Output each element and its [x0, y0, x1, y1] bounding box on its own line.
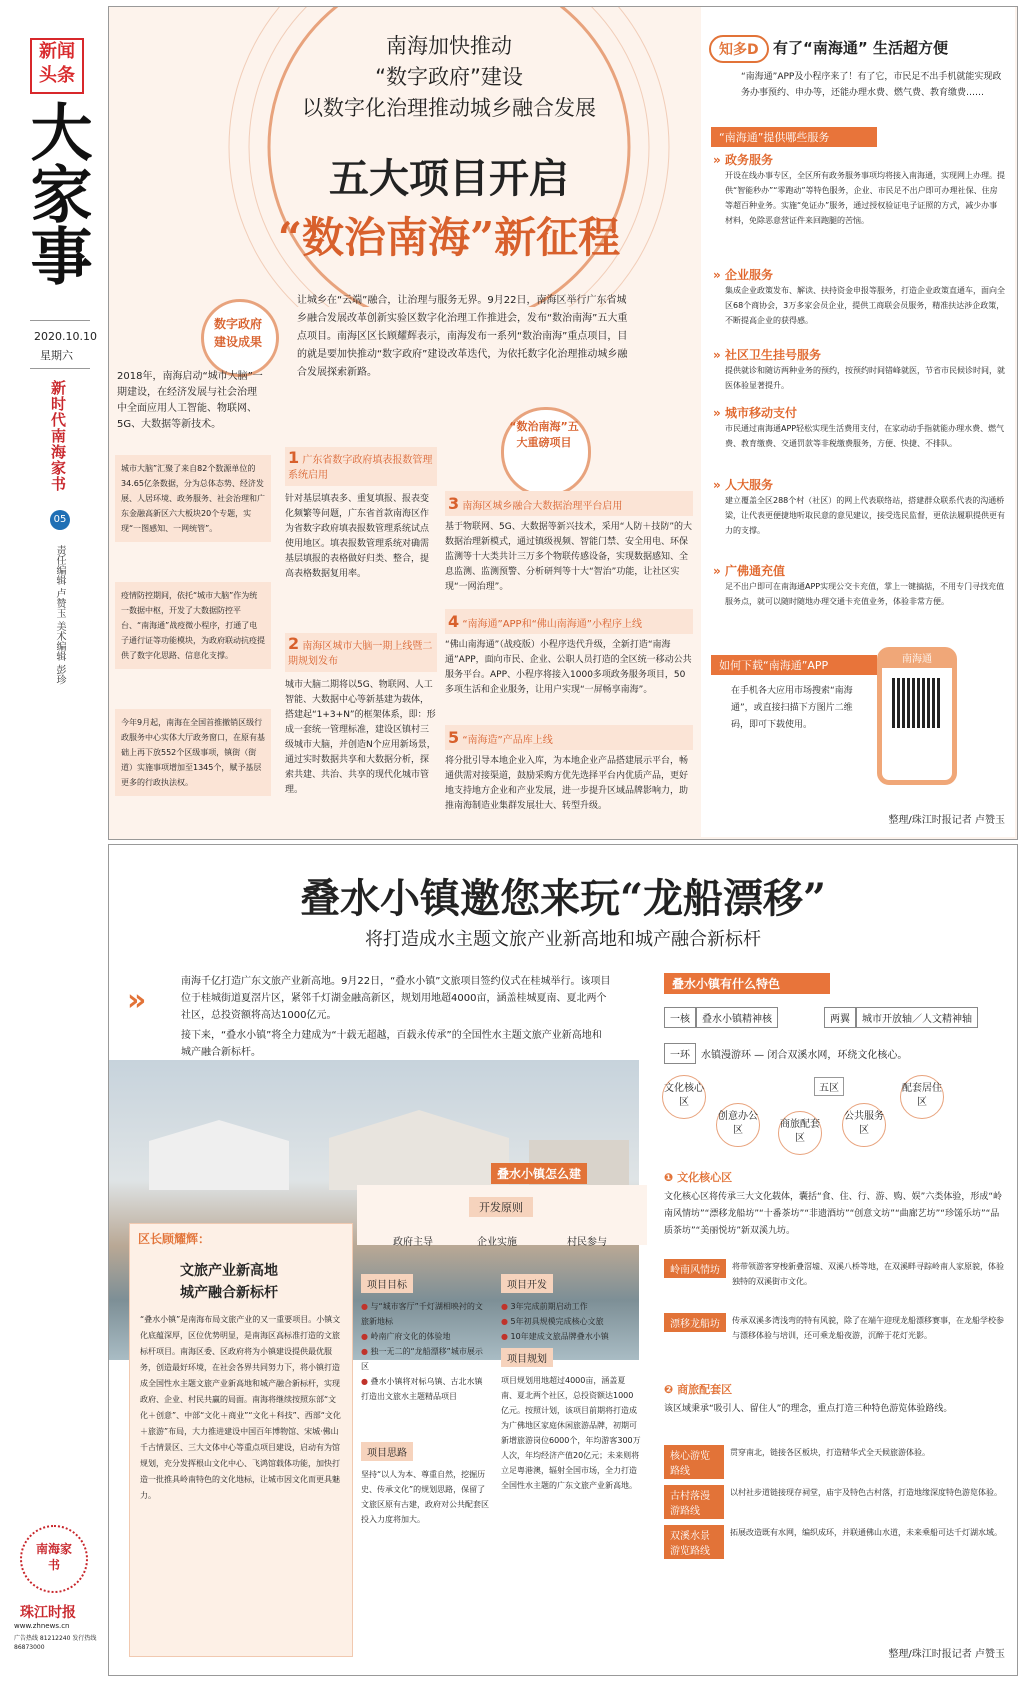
service-name: 人大服务 [724, 478, 773, 492]
seal-text: 南海家书 [35, 1542, 72, 1572]
culture-item [664, 1313, 1004, 1343]
dev-text: 10年建成文旅品牌叠水小镇 [510, 1332, 609, 1341]
route-body: 贯穿南北，链接各区板块，打造精华式全天候旅游体验。 [730, 1448, 930, 1457]
bullet-icon: ● [501, 1317, 508, 1326]
culture-item-tag: 岭南风情坊 [664, 1259, 726, 1278]
arrow-icon: » [127, 983, 147, 1018]
build-tag: 叠水小镇怎么建 [491, 1163, 587, 1184]
issue-date: 2020.10.10 [34, 330, 97, 343]
service-item [713, 266, 1005, 346]
service-name: 广佛通充值 [724, 564, 785, 578]
dev-text: 5年初具规模完成核心文旅 [510, 1317, 604, 1326]
ring-row [664, 1043, 912, 1064]
service-body: 足不出户即可在南海通APP实现公交卡充值，掌上一键搞掂，不用专门寻找充值服务点，就可以随时随地办理交通卡充值业务，体验非常方便。 [725, 582, 1005, 606]
dev-item [501, 1329, 641, 1344]
project-3 [445, 491, 693, 595]
route-tag: 双溪水景游览路线 [664, 1525, 724, 1559]
project-5-title: “南海造”产品库上线 [462, 735, 553, 746]
headline-kicker [279, 31, 619, 124]
goal-item [361, 1374, 489, 1404]
top-section [108, 6, 1018, 840]
chief-title-1: 文旅产业新高地 [180, 1263, 278, 1279]
project-4-body: “佛山南海通”（战疫版）小程序迭代升级，全新打造“南海通”APP，面向市民、企业、公职人员打造的全区统一移动公共服务平台。APP、小程序将接入1000多项政务服务项目，50多项生活和企业服务，让用户实现“一屏畅享南海”。 [445, 640, 692, 695]
culture-item-body: 将带领游客穿梭新叠滘墟、双溪八桥等地，在双溪畔寻踪岭南人家原貌，体验独特的双溪街市文化。 [732, 1262, 1004, 1286]
project-4 [445, 609, 693, 698]
left-box-2: 疫情防控期间，依托“城市大脑”作为统一数据中枢，开发了大数据防控平台、“南海通”战疫微小程序，打通了电子通行证等功能模块，为政府联动抗疫提供了数字化思路、信息化支撑。 [115, 582, 271, 669]
axis-1-tag: 一核 [664, 1007, 696, 1028]
phone-mockup [877, 647, 957, 785]
top-byline: 整理/珠江时报记者 卢赞玉 [888, 815, 1005, 826]
service-item [713, 151, 1005, 266]
bottom-intro-1: 南海千亿打造广东文旅产业新高地。9月22日，“叠水小镇”文旅项目签约仪式在桂城举行。该项目位于桂城街道夏滘片区，紧邻千灯湖金融高新区，规划用地超4000亩，涵盖桂城夏南、夏北两个社区，总投资额将高达1000亿元。 [181, 976, 611, 1021]
route-body: 拓展改造既有水网，编织成环，并联通佛山水道，未来乘船可达千灯湖水域。 [730, 1528, 1002, 1537]
project-5-body: 将分批引导本地企业入库，为本地企业产品搭建展示平台，畅通供需对接渠道，鼓励采购方优先选择平台内优质产品，更好地支持地方企业和产业发展，进一步提升区域品牌影响力，助推南海制造业集群发展壮大、转型升级。 [445, 756, 689, 811]
project-1-no: 1 [288, 448, 300, 467]
service-name: 企业服务 [724, 268, 773, 282]
culture-title-text: 文化核心区 [677, 1171, 733, 1184]
zone-4: 公共服务区 [842, 1103, 886, 1147]
culture-title [664, 1169, 732, 1185]
project-5-no: 5 [448, 728, 460, 747]
kicker-line-2: “数字政府”建设 [375, 65, 523, 89]
principle-tag: 开发原则 [469, 1197, 533, 1217]
project-3-title: 南海区城乡融合大数据治理平台启用 [462, 501, 623, 512]
project-4-no: 4 [448, 612, 460, 631]
features [654, 963, 1009, 1663]
culture-item-body: 传承双溪多湾浅弯的特有风貌，除了在端午迎现龙船漂移赛事，在龙船学校参与漂移体验与培训，还可乘龙船夜游，沉醉于花灯光影。 [732, 1316, 1004, 1340]
axis-1 [664, 1007, 778, 1028]
principle-1: 政府主导 [393, 1237, 433, 1248]
zone-1: 文化核心区 [662, 1075, 706, 1119]
plan-body: 项目规划用地超过4000亩，涵盖夏南、夏北两个社区，总投资额达1000亿元。按照计划，该项目前期将打造成为广佛地区家庭休闲旅游品牌，初期可新增旅游岗位6000个，年均游客300万人次，年均经济产值20亿元；未来则将立足粤港澳，辐射全国市场，全力打造全国性水主题的广东文旅产业新高地。 [501, 1376, 641, 1490]
masthead [22, 0, 100, 1681]
main-title-line2: “数治南海”新征程 [277, 213, 621, 262]
ring-text: 水镇漫游环 — 闭合双溪水网，环绕文化核心。 [701, 1050, 908, 1061]
service-body: 提供就诊和随访两种业务的预约，按预约时间错峰就医，节省市民候诊时间，就医体验显著提升。 [725, 366, 1005, 390]
download-text: 在手机各大应用市场搜索“南海通”，或直接扫描下方图片二维码，即可下载使用。 [731, 686, 853, 730]
bottom-subtitle: 将打造成水主题文旅产业新高地和城产融合新标杆 [365, 929, 761, 950]
page-number: 05 [50, 510, 70, 530]
kicker-line-1: 南海加快推动 [386, 34, 512, 58]
commerce-body: 该区域秉承“吸引人、留住人”的理念，重点打造三种特色游览体验路线。 [664, 1404, 953, 1414]
principle-2: 企业实施 [477, 1237, 517, 1248]
bullet-icon: ● [361, 1347, 368, 1356]
bullet-icon: ● [501, 1302, 508, 1311]
plan [501, 1347, 641, 1493]
service-body: 集成企业政策发布、解读、扶持资金申报等服务，打造企业政策直通车，面向全区68个商协会，3万多家会员企业，提供工商联会员服务，精准扶达涉企政策，不断提高企业的获得感。 [725, 286, 1005, 325]
development [501, 1273, 641, 1344]
plan-label: 项目规划 [501, 1348, 553, 1367]
goal-text: 与“城市客厅”千灯湖相映衬的文旅新地标 [361, 1302, 483, 1326]
project-2-no: 2 [288, 634, 300, 653]
download-bar: 如何下载“南海通”APP [711, 655, 877, 675]
service-name: 政务服务 [724, 153, 773, 167]
route-tag: 古村落漫游路线 [664, 1485, 724, 1519]
route-item [664, 1525, 1004, 1559]
project-1-title: 广东省数字政府填表报数管理系统启用 [288, 455, 433, 481]
zones-label: 五区 [814, 1077, 844, 1096]
goals [361, 1273, 489, 1404]
goal-item [361, 1344, 489, 1374]
chevron-icon: » [713, 348, 721, 362]
zone-5: 配套居住区 [900, 1075, 944, 1119]
chief-label: 区长顾耀辉： [138, 1232, 211, 1246]
chief-box [129, 1223, 353, 1657]
project-5 [445, 725, 693, 814]
project-3-body: 基于物联网、5G、大数据等新兴技术，采用“人防＋技防”的大数据治理新模式，通过镇级视频、智能门禁、安全用电、环保监测等十大类共计三万多个物联传感设备，实现数据感知、全息监测、监测预警、分析研判等十大“智治”功能，让社区实现“一网治理”。 [445, 522, 693, 592]
kicker-line-3: 以数字化治理推动城乡融合发展 [302, 96, 596, 120]
chevron-icon: » [713, 406, 721, 420]
right-column [701, 7, 1015, 837]
right-title: 有了“南海通” 生活超方便 [773, 39, 948, 57]
number-1-icon: ❶ [664, 1171, 674, 1184]
badge-five-projects-label: “数治南海”五大重磅项目 [509, 420, 579, 449]
project-1 [285, 447, 437, 582]
dev-item [501, 1314, 641, 1329]
main-title-line1: 五大项目开启 [329, 155, 569, 202]
culture-item [664, 1259, 1004, 1289]
dev-text: 3年完成前期启动工作 [510, 1302, 588, 1311]
issue-weekday: 星期六 [40, 349, 73, 362]
seal-logo [20, 1525, 88, 1593]
culture-body: 文化核心区将传承三大文化载体，囊括“食、住、行、游、购、娱”六类体验，形成“岭南风情坊”“漂移龙船坊”“十番茶坊”“非遗酒坊”“创意文坊”“曲廊艺坊”“珍馐乐坊”“品质茶坊”“美丽悦坊”新双溪九坊。 [664, 1192, 1002, 1236]
goal-item [361, 1299, 489, 1329]
axis-2-text: 城市开放轴／人文精神轴 [856, 1007, 978, 1028]
project-2-title: 南海区城市大脑一期上线暨二期规划发布 [288, 641, 433, 667]
credits: 责任编辑 卢赞玉 美术编辑 彭珍 [54, 545, 65, 685]
culture-item-tag: 漂移龙船坊 [664, 1313, 726, 1332]
chevron-icon: » [713, 478, 721, 492]
chevron-icon: » [713, 564, 721, 578]
thoughts-body: 坚持“以人为本、尊重自然，挖掘历史、传承文化”的规划思路，保留了文旅区原有古建，政府对公共配套区投入力度将加大。 [361, 1470, 489, 1524]
dev-label: 项目开发 [501, 1274, 553, 1293]
services-bar: “南海通”提供哪些服务 [711, 127, 877, 147]
paper-url: www.zhnews.cn [14, 1622, 70, 1630]
goal-text: 独一无二的“龙船漂移”城市展示区 [361, 1347, 483, 1371]
service-item [713, 404, 1005, 476]
bottom-byline: 整理/珠江时报记者 卢赞玉 [888, 1649, 1005, 1660]
footer-small: 广告热线 81212240 发行热线 86873000 [14, 1635, 97, 1651]
bottom-section [108, 844, 1018, 1676]
features-bar: 叠水小镇有什么特色 [664, 973, 830, 994]
zhiduo-tag: 知多D [709, 35, 769, 63]
service-list [713, 151, 1005, 634]
zone-3: 商旅配套区 [778, 1111, 822, 1155]
project-3-no: 3 [448, 494, 460, 513]
axis-2 [824, 1007, 978, 1028]
chief-title-2: 城产融合新标杆 [180, 1285, 278, 1301]
paper-name: 珠江时报 [20, 1605, 76, 1621]
principle-3: 村民参与 [567, 1237, 607, 1248]
goal-text: 岭南广府文化的体验地 [370, 1332, 451, 1341]
number-2-icon: ❷ [664, 1383, 674, 1396]
bottom-title: 叠水小镇邀您来玩“龙船漂移” [299, 875, 826, 922]
service-body: 市民通过南海通APP轻松实现生活费用支付，在家动动手指就能办理水费、燃气费、教育缴费、交通罚款等非税缴费服务，方便、快捷、不排队。 [725, 424, 1005, 448]
chief-body: “叠水小镇”是南海布局文旅产业的又一重要项目。小镇文化底蕴深厚，区位优势明显，是南海区高标准打造的文旅标杆项目。南海区委、区政府将为小镇建设提供最优服务，创造最好环境，在社会各界共同努力下，将小镇打造成全国性水主题文旅产业新高地和城产融合新标杆，实现政府、企业、村民共赢的局面。南海将继续按照东部“文化＋创意”、中部“文化＋商业”“文化＋科技”、西部“文化＋旅游”布局，大力推进建设中国百年博物馆、宋城·佛山千古情景区、三大文体中心等重点项目建设，启动有为馆规划，充分发挥根山文化中心、飞鸿馆载体功能，加快打造一批推具岭南特色的文化地标，让城市因文化而更具魅力。 [140, 1315, 341, 1500]
axis-1-text: 叠水小镇精神核 [696, 1007, 778, 1028]
logo-badge [30, 38, 84, 94]
left-intro: 2018年，南海启动“城市大脑”一期建设，在经济发展与社会治理中全面应用人工智能、物联网、5G、大数据等新技术。 [117, 371, 263, 430]
goal-text: 叠水小镇将对标乌镇、古北水镇打造出文旅水主题精品项目 [361, 1377, 483, 1401]
dev-item [501, 1299, 641, 1314]
bullet-icon: ● [361, 1332, 368, 1341]
goal-item [361, 1329, 489, 1344]
project-1-body: 针对基层填表多、重复填报、报表变化频繁等问题，广东省首款南海区作为省数字政府填表报数管理系统试点使用地区。填表报数管理系统对确需基层填报的表格做好归类、整合，提高表格数据复用率。 [285, 494, 430, 579]
chevron-icon: » [713, 268, 721, 282]
route-item [664, 1485, 1004, 1519]
ring-tag: 一环 [664, 1043, 696, 1064]
route-body: 以村社步道链接现存祠堂，庙宇及特色古村落，打造地缘深度特色游览体验。 [730, 1488, 1002, 1497]
left-box-1: 城市大脑”汇聚了来自82个数源单位的34.65亿条数据，分为总体态势、经济发展、人居环境、政务服务、社会治理和广东金融高新区六大板块20个专题，实现“一图感知、一网统管”。 [115, 455, 271, 542]
left-box-3: 今年9月起，南海在全国首推撤销区级行政服务中心实体大厅政务窗口，在原有基础上再下放552个区级事项，镇街（街道）实施事项增加至1345个，赋予基层更多的行政执法权。 [115, 709, 271, 796]
service-item [713, 346, 1005, 404]
top-intro: 让城乡在“云端”融合，让治理与服务无界。9月22日，南海区举行广东省城乡融合发展改革创新实验区数字化治理工作推进会，发布“数治南海”五大重点项目。南海区区长顾耀辉表示，南海发布一系列“数治南海”重点项目，目的就是要加快推动“数字政府”建设改革迭代，为依托数字化治理推动城乡融合发展探索新路。 [297, 295, 628, 378]
bottom-intro-2: 接下来，“叠水小镇”将全力建成为“十载无超越，百载永传承”的全国性水主题文旅产业新高地和城产融合新标杆。 [181, 1030, 602, 1058]
project-4-title: “南海通”APP和“佛山南海通”小程序上线 [462, 619, 642, 630]
thoughts-label: 项目思路 [361, 1442, 413, 1461]
phone-label: 南海通 [882, 652, 952, 668]
thoughts [361, 1441, 489, 1527]
service-body: 开设在线办事专区，全区所有政务服务事项均将接入南海通，实现网上办理。提供“智能秒办”“零跑动”等特色服务，企业、市民足不出户即可办理社保、住房等超百种业务。实施“免证办”服务，通过授权验证电子证照的方式，减少办事材料，免除恶意营证件来回跑腿的苦恼。 [725, 171, 1005, 225]
right-intro: “南海通”APP及小程序来了！有了它，市民足不出手机就能实现政务办事预约、申办等，还能办理水费、燃气费、教育缴费…… [741, 72, 1002, 98]
bullet-icon: ● [501, 1332, 508, 1341]
axis-2-tag: 两翼 [824, 1007, 856, 1028]
service-item [713, 562, 1005, 634]
route-item [664, 1445, 1004, 1479]
logo-bottom: 头条 [39, 65, 75, 86]
service-name: 社区卫生挂号服务 [724, 348, 821, 362]
service-item [713, 476, 1005, 562]
zone-2: 创意办公区 [716, 1103, 760, 1147]
badge-digital-achievements-label: 数字政府建设成果 [213, 317, 262, 349]
service-body: 建立覆盖全区288个村（社区）的网上代表联络站，搭建群众联系代表的沟通桥梁，让代表更便捷地听取民意的意见建议，接受选民监督，更依法履职提供更有力的支撑。 [725, 496, 1005, 535]
route-tag: 核心游览路线 [664, 1445, 724, 1479]
section-name: 新时代南海家书 [49, 380, 67, 492]
commerce-title [664, 1381, 732, 1397]
logo-top: 新闻 [39, 41, 75, 62]
chevron-icon: » [713, 153, 721, 167]
project-2-body: 城市大脑二期将以5G、物联网、人工智能、大数据中心等新基建为载体，搭建起“1+3+N”的框架体系，即：形成一套统一管理标准，建设区镇村三级城市大脑，并创造N个应用新场景，通过实时数据共享和大数据分析，探索共建、共治、共享的现代化城市管理。 [285, 680, 436, 795]
commerce-title-text: 商旅配套区 [677, 1383, 733, 1396]
project-2 [285, 633, 437, 798]
service-name: 城市移动支付 [724, 406, 797, 420]
bullet-icon: ● [361, 1302, 368, 1311]
qr-code-icon [892, 678, 942, 728]
bullet-icon: ● [361, 1377, 368, 1386]
masthead-title: 大家事 [20, 100, 93, 286]
goals-label: 项目目标 [361, 1274, 413, 1293]
